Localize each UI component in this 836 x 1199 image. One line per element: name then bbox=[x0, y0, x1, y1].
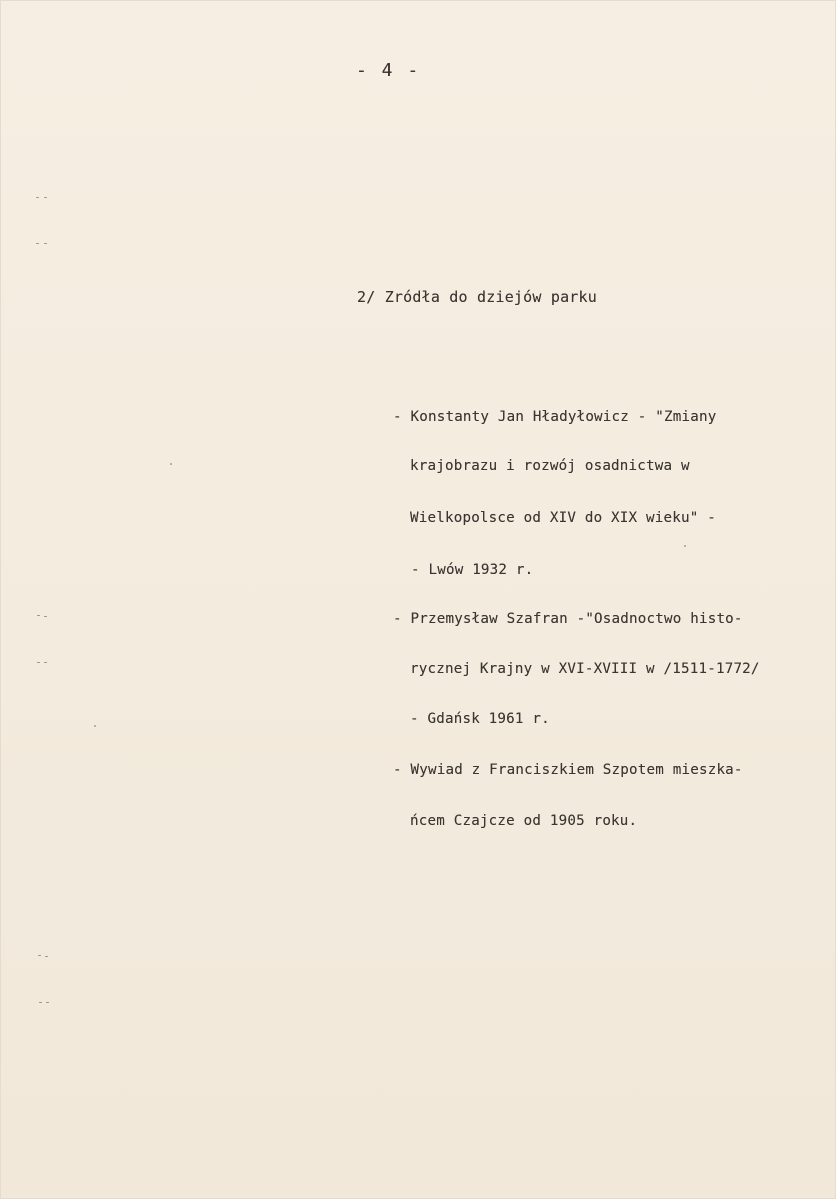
section-heading: 2/ Zródła do dziejów parku bbox=[357, 288, 597, 306]
paper-speck bbox=[94, 725, 96, 727]
bibliography-line-2: krajobrazu i rozwój osadnictwa w bbox=[410, 458, 690, 474]
margin-mark bbox=[46, 1002, 49, 1003]
margin-mark bbox=[44, 197, 47, 198]
bibliography-line-9: ńcem Czajcze od 1905 roku. bbox=[410, 813, 638, 829]
bibliography-line-4: - Lwów 1932 r. bbox=[411, 562, 534, 578]
page-number: - 4 - bbox=[356, 60, 421, 81]
margin-mark bbox=[36, 197, 39, 198]
margin-mark bbox=[44, 616, 47, 617]
bibliography-line-3: Wielkopolsce od XIV do XIX wieku" - bbox=[410, 510, 716, 526]
margin-mark bbox=[36, 243, 39, 244]
margin-mark bbox=[37, 662, 40, 663]
margin-mark bbox=[39, 1002, 42, 1003]
bibliography-line-6: rycznej Krajny w XVI-XVIII w /1511-1772/ bbox=[410, 661, 760, 677]
margin-mark bbox=[44, 662, 47, 663]
paper-speck bbox=[170, 463, 172, 465]
margin-mark bbox=[38, 955, 41, 956]
paper-speck bbox=[684, 545, 686, 547]
bibliography-line-8: - Wywiad z Franciszkiem Szpotem mieszka- bbox=[393, 762, 743, 778]
margin-mark bbox=[37, 615, 40, 616]
bibliography-line-1: - Konstanty Jan Hładyłowicz - "Zmiany bbox=[393, 409, 717, 425]
bibliography-line-7: - Gdańsk 1961 r. bbox=[410, 711, 550, 727]
margin-mark bbox=[44, 243, 47, 244]
bibliography-line-5: - Przemysław Szafran -"Osadnoctwo histo- bbox=[393, 611, 743, 627]
margin-mark bbox=[45, 956, 48, 957]
